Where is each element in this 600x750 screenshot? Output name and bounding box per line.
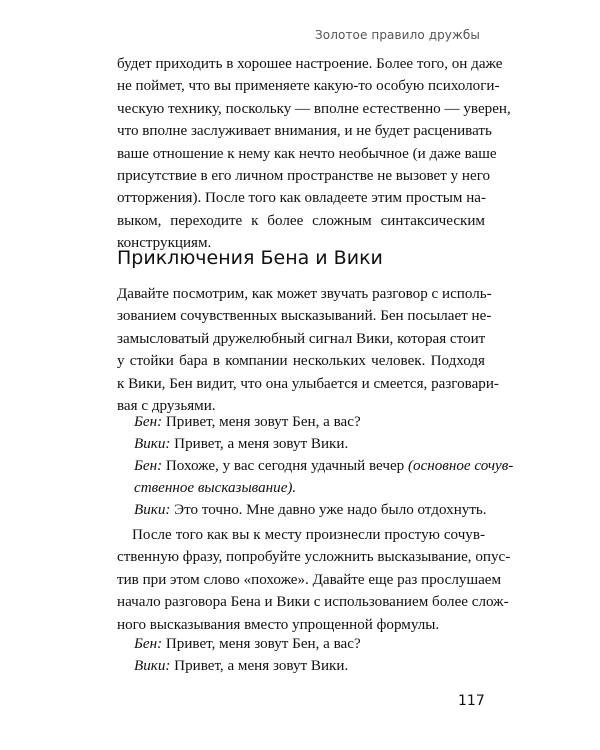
dialogue-note: (основное сочув- xyxy=(408,458,514,474)
paragraph-line: присутствие в его личном пространстве не вызовет у него xyxy=(117,168,491,185)
dialogue-line xyxy=(134,433,494,455)
paragraph-line: ственную фразу, попробуйте усложнить высказывание, опус- xyxy=(117,549,511,566)
paragraph-line: зованием сочувственных высказываний. Бен посылает не- xyxy=(117,308,492,325)
paragraph-3 xyxy=(117,524,511,636)
dialogue-line xyxy=(134,455,514,477)
dialogue-line xyxy=(134,633,494,655)
dialogue-line xyxy=(134,499,494,521)
paragraph-line: к Вики, Бен видит, что она улыбается и смеется, разговари- xyxy=(117,375,499,392)
dialogue-text: Привет, меня зовут Бен, а вас? xyxy=(162,636,361,652)
paragraph-2 xyxy=(117,283,499,417)
dialogue-1 xyxy=(134,411,514,521)
speaker-name: Бен: xyxy=(134,636,163,652)
paragraph-line: вая с друзьями. xyxy=(117,398,216,415)
paragraph-line: будет приходить в хорошее настроение. Более того, он даже xyxy=(117,56,503,72)
running-head: Золотое правило дружбы xyxy=(315,28,480,42)
paragraph-line: у стойки бара в компании нескольких человек. Подходя xyxy=(117,353,485,370)
dialogue-note-continuation: ственное высказывание). xyxy=(134,480,297,496)
dialogue-2 xyxy=(134,633,494,677)
speaker-name: Вики: xyxy=(134,502,171,518)
speaker-name: Бен: xyxy=(134,458,163,474)
dialogue-text: Привет, меня зовут Бен, а вас? xyxy=(162,414,361,430)
paragraph-line: отторжения). После того как овладеете этим простым на- xyxy=(117,190,486,207)
paragraph-line: ческую технику, поскольку — вполне естественно — уверен, xyxy=(117,100,511,117)
paragraph-line: что вполне заслуживает внимания, и не будет расценивать xyxy=(117,123,492,140)
dialogue-text: Это точно. Мне давно уже надо было отдохнуть. xyxy=(170,502,487,518)
paragraph-line: начало разговора Бена и Вики с использованием более слож- xyxy=(117,594,509,611)
speaker-name: Бен: xyxy=(134,414,163,430)
speaker-name: Вики: xyxy=(134,658,171,674)
dialogue-text: Привет, а меня зовут Вики. xyxy=(170,658,349,674)
paragraph-line: не поймет, что вы применяете какую-то особую психологи- xyxy=(117,78,500,95)
section-heading: Приключения Бена и Вики xyxy=(117,247,383,269)
page-number: 117 xyxy=(458,693,485,709)
paragraph-line: Давайте посмотрим, как может звучать разговор с исполь- xyxy=(117,286,492,302)
paragraph-line: ного высказывания вместо упрощенной формулы. xyxy=(117,616,440,633)
paragraph-line: выком, переходите к более сложным синтаксическим xyxy=(117,212,485,229)
paragraph-line: конструкциям. xyxy=(117,235,212,252)
speaker-name: Вики: xyxy=(134,436,171,452)
dialogue-text: Привет, а меня зовут Вики. xyxy=(170,436,349,452)
dialogue-text: Похоже, у вас сегодня удачный вечер xyxy=(162,458,408,474)
paragraph-line: замысловатый дружелюбный сигнал Вики, которая стоит xyxy=(117,330,486,347)
dialogue-line xyxy=(134,655,494,677)
dialogue-line xyxy=(134,411,494,433)
paragraph-line: ваше отношение к нему как нечто необычное (и даже ваше xyxy=(117,145,497,162)
paragraph-line: тив при этом слово «похоже». Давайте еще раз прослушаем xyxy=(117,571,502,588)
paragraph-1 xyxy=(117,53,511,255)
paragraph-line: После того как вы к месту произнесли простую сочув- xyxy=(132,527,485,543)
